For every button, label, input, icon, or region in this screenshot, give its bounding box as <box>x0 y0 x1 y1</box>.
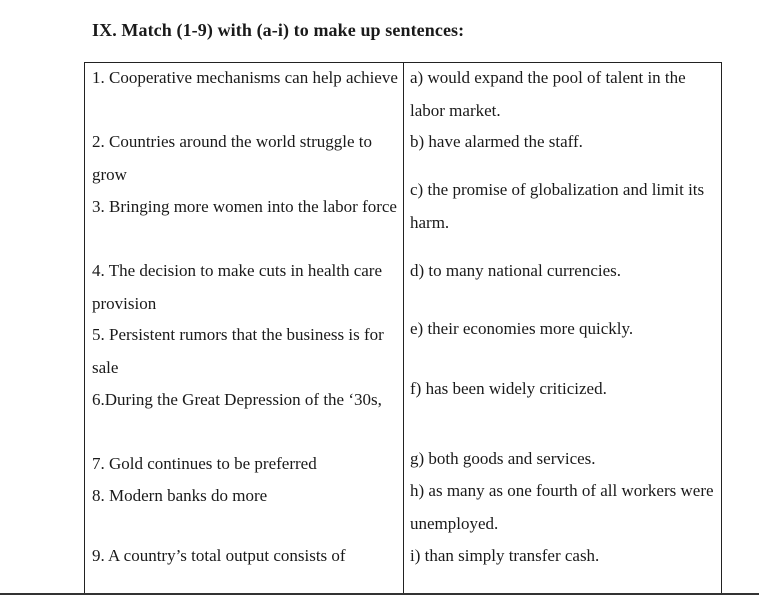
left-item-1: 1. Cooperative mechanisms can help achieve <box>92 68 398 87</box>
left-item-3: 3. Bringing more women into the labor force <box>92 197 397 216</box>
right-item-d: d) to many national currencies. <box>410 261 622 280</box>
right-item-f: f) has been widely criticized. <box>410 379 607 398</box>
right-item-i: i) than simply transfer cash. <box>410 546 600 565</box>
right-item-a: a) would expand the pool of talent in the labor market. <box>410 68 686 120</box>
column-divider <box>403 62 404 595</box>
right-item-h: h) as many as one fourth of all workers were unemployed. <box>410 481 714 533</box>
right-item-c: c) the promise of globalization and limit its harm. <box>410 180 705 232</box>
left-item-8: 8. Modern banks do more <box>92 486 268 505</box>
left-item-2: 2. Countries around the world struggle to grow <box>92 132 372 184</box>
right-item-g: g) both goods and services. <box>410 449 596 468</box>
exercise-heading: IX. Match (1-9) with (a-i) to make up sentences: <box>92 20 465 40</box>
left-item-7: 7. Gold continues to be preferred <box>92 454 317 473</box>
left-item-9: 9. A country’s total output consists of <box>92 546 346 565</box>
left-item-4: 4. The decision to make cuts in health care provision <box>92 261 383 313</box>
left-item-6: 6.During the Great Depression of the ‘30s, <box>92 390 382 409</box>
right-item-e: e) their economies more quickly. <box>410 319 634 338</box>
right-item-b: b) have alarmed the staff. <box>410 132 583 151</box>
left-item-5: 5. Persistent rumors that the business is for sale <box>92 325 384 377</box>
